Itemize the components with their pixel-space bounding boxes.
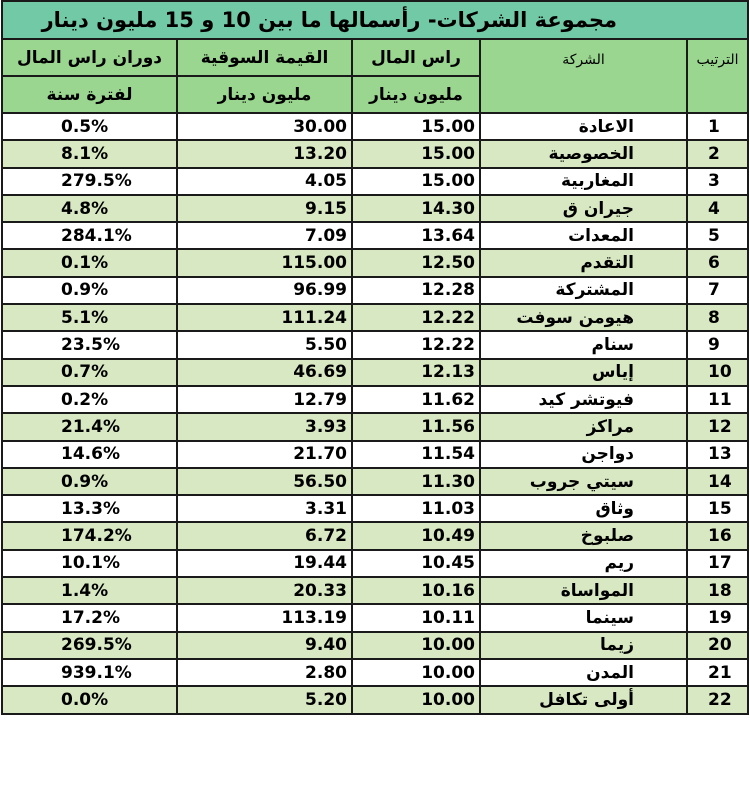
capital-cell: 14.30: [352, 195, 480, 222]
table-body: [2, 113, 748, 714]
market-value-cell: 3.93: [177, 413, 352, 440]
header-turnover: دوران راس المال: [2, 39, 177, 76]
company-name-cell: فيوتشر كيد: [480, 386, 687, 413]
capital-cell: 11.03: [352, 495, 480, 522]
capital-cell: 10.16: [352, 577, 480, 604]
company-name-cell: جيران ق: [480, 195, 687, 222]
table-row: [2, 468, 748, 495]
company-name-cell: المشتركة: [480, 277, 687, 304]
rank-cell: 14: [687, 468, 748, 495]
capital-cell: 11.56: [352, 413, 480, 440]
turnover-cell: 17.2%: [2, 604, 177, 631]
table-row: [2, 386, 748, 413]
market-value-cell: 19.44: [177, 550, 352, 577]
turnover-cell: 284.1%: [2, 222, 177, 249]
capital-cell: 12.28: [352, 277, 480, 304]
rank-cell: 7: [687, 277, 748, 304]
header-turnover-sub: لفترة سنة: [2, 76, 177, 113]
table-row: [2, 550, 748, 577]
capital-cell: 10.00: [352, 632, 480, 659]
company-name-cell: المدن: [480, 659, 687, 686]
company-name-cell: التقدم: [480, 249, 687, 276]
rank-cell: 6: [687, 249, 748, 276]
table-row: [2, 113, 748, 140]
market-value-cell: 9.15: [177, 195, 352, 222]
turnover-cell: 13.3%: [2, 495, 177, 522]
market-value-cell: 4.05: [177, 168, 352, 195]
rank-cell: 15: [687, 495, 748, 522]
header-company: الشركة: [480, 39, 687, 113]
capital-cell: 11.54: [352, 441, 480, 468]
turnover-cell: 0.2%: [2, 386, 177, 413]
table-row: [2, 304, 748, 331]
capital-cell: 10.11: [352, 604, 480, 631]
table-row: [2, 441, 748, 468]
rank-cell: 9: [687, 331, 748, 358]
rank-cell: 21: [687, 659, 748, 686]
company-name-cell: سنام: [480, 331, 687, 358]
capital-cell: 15.00: [352, 168, 480, 195]
capital-cell: 10.00: [352, 686, 480, 713]
company-name-cell: المعدات: [480, 222, 687, 249]
rank-cell: 11: [687, 386, 748, 413]
market-value-cell: 46.69: [177, 359, 352, 386]
capital-cell: 13.64: [352, 222, 480, 249]
rank-cell: 13: [687, 441, 748, 468]
rank-cell: 17: [687, 550, 748, 577]
turnover-cell: 0.0%: [2, 686, 177, 713]
rank-cell: 19: [687, 604, 748, 631]
header-market-value: القيمة السوقية: [177, 39, 352, 76]
market-value-cell: 21.70: [177, 441, 352, 468]
company-name-cell: هيومن سوفت: [480, 304, 687, 331]
market-value-cell: 20.33: [177, 577, 352, 604]
turnover-cell: 0.7%: [2, 359, 177, 386]
capital-cell: 10.49: [352, 522, 480, 549]
company-name-cell: الخصوصية: [480, 140, 687, 167]
company-name-cell: دواجن: [480, 441, 687, 468]
rank-cell: 5: [687, 222, 748, 249]
company-name-cell: مراكز: [480, 413, 687, 440]
market-value-cell: 115.00: [177, 249, 352, 276]
companies-table: [1, 0, 749, 715]
capital-cell: 11.30: [352, 468, 480, 495]
market-value-cell: 12.79: [177, 386, 352, 413]
turnover-cell: 279.5%: [2, 168, 177, 195]
company-name-cell: الاعادة: [480, 113, 687, 140]
table-row: [2, 222, 748, 249]
capital-cell: 12.22: [352, 331, 480, 358]
table-row: [2, 604, 748, 631]
turnover-cell: 23.5%: [2, 331, 177, 358]
capital-cell: 10.45: [352, 550, 480, 577]
market-value-cell: 2.80: [177, 659, 352, 686]
turnover-cell: 10.1%: [2, 550, 177, 577]
rank-cell: 1: [687, 113, 748, 140]
company-name-cell: المغاربية: [480, 168, 687, 195]
table-row: [2, 195, 748, 222]
rank-cell: 4: [687, 195, 748, 222]
table-row: [2, 522, 748, 549]
turnover-cell: 0.9%: [2, 277, 177, 304]
header-market-value-sub: مليون دينار: [177, 76, 352, 113]
table-title: مجموعة الشركات- رأسمالها ما بين 10 و 15 مليون دينار: [2, 1, 748, 39]
turnover-cell: 269.5%: [2, 632, 177, 659]
company-name-cell: المواساة: [480, 577, 687, 604]
capital-cell: 10.00: [352, 659, 480, 686]
rank-cell: 3: [687, 168, 748, 195]
table-row: [2, 140, 748, 167]
rank-cell: 10: [687, 359, 748, 386]
company-name-cell: وثاق: [480, 495, 687, 522]
capital-cell: 15.00: [352, 113, 480, 140]
table-row: [2, 686, 748, 713]
table-row: [2, 632, 748, 659]
table-row: [2, 495, 748, 522]
market-value-cell: 7.09: [177, 222, 352, 249]
turnover-cell: 0.9%: [2, 468, 177, 495]
capital-cell: 12.50: [352, 249, 480, 276]
market-value-cell: 13.20: [177, 140, 352, 167]
market-value-cell: 30.00: [177, 113, 352, 140]
turnover-cell: 174.2%: [2, 522, 177, 549]
rank-cell: 18: [687, 577, 748, 604]
rank-cell: 2: [687, 140, 748, 167]
table-row: [2, 359, 748, 386]
turnover-cell: 5.1%: [2, 304, 177, 331]
market-value-cell: 3.31: [177, 495, 352, 522]
market-value-cell: 111.24: [177, 304, 352, 331]
market-value-cell: 96.99: [177, 277, 352, 304]
turnover-cell: 14.6%: [2, 441, 177, 468]
title-row: [2, 1, 748, 39]
table-row: [2, 277, 748, 304]
table-row: [2, 659, 748, 686]
market-value-cell: 5.50: [177, 331, 352, 358]
turnover-cell: 4.8%: [2, 195, 177, 222]
table-row: [2, 249, 748, 276]
company-name-cell: زيما: [480, 632, 687, 659]
company-name-cell: ريم: [480, 550, 687, 577]
rank-cell: 20: [687, 632, 748, 659]
turnover-cell: 8.1%: [2, 140, 177, 167]
header-row-1: [2, 39, 748, 76]
rank-cell: 8: [687, 304, 748, 331]
company-name-cell: أولى تكافل: [480, 686, 687, 713]
company-name-cell: سينما: [480, 604, 687, 631]
turnover-cell: 21.4%: [2, 413, 177, 440]
header-capital-sub: مليون دينار: [352, 76, 480, 113]
company-name-cell: صلبوخ: [480, 522, 687, 549]
market-value-cell: 9.40: [177, 632, 352, 659]
capital-cell: 12.13: [352, 359, 480, 386]
rank-cell: 12: [687, 413, 748, 440]
market-value-cell: 6.72: [177, 522, 352, 549]
turnover-cell: 0.5%: [2, 113, 177, 140]
company-name-cell: إياس: [480, 359, 687, 386]
turnover-cell: 1.4%: [2, 577, 177, 604]
company-name-cell: سيتي جروب: [480, 468, 687, 495]
table-row: [2, 413, 748, 440]
turnover-cell: 0.1%: [2, 249, 177, 276]
turnover-cell: 939.1%: [2, 659, 177, 686]
rank-cell: 22: [687, 686, 748, 713]
table-row: [2, 577, 748, 604]
capital-cell: 15.00: [352, 140, 480, 167]
market-value-cell: 113.19: [177, 604, 352, 631]
capital-cell: 12.22: [352, 304, 480, 331]
header-rank: الترتيب: [687, 39, 748, 113]
table-row: [2, 168, 748, 195]
header-capital: راس المال: [352, 39, 480, 76]
capital-cell: 11.62: [352, 386, 480, 413]
table-row: [2, 331, 748, 358]
market-value-cell: 56.50: [177, 468, 352, 495]
market-value-cell: 5.20: [177, 686, 352, 713]
rank-cell: 16: [687, 522, 748, 549]
